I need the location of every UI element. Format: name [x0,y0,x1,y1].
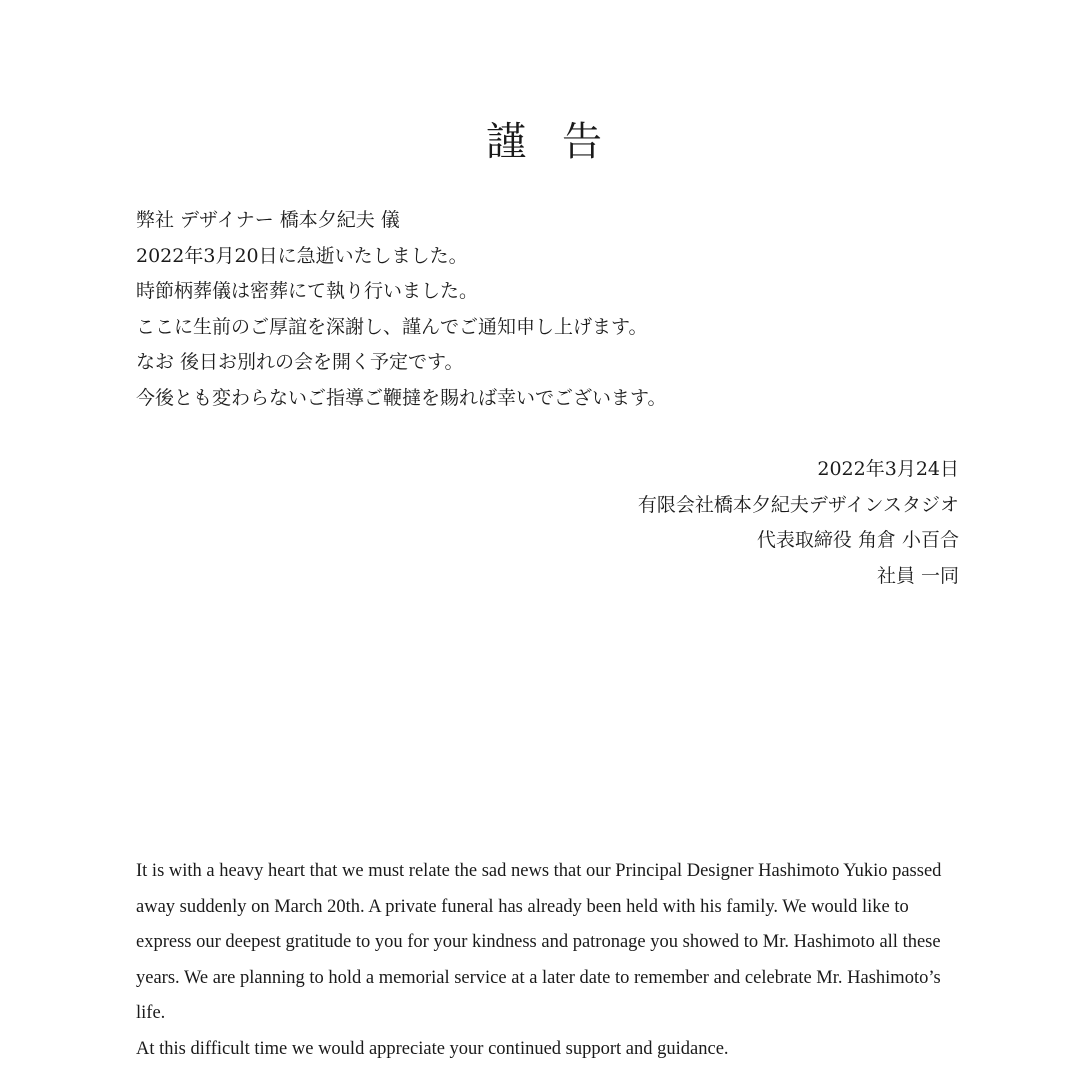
japanese-notice [136,203,956,416]
english-paragraph-2: At this difficult time we would appreciate your continued support and guidance. [136,1038,729,1059]
signature-date: 2022年3月24日 [817,458,959,480]
signature-company: 有限会社橋本夕紀夫デザインスタジオ [637,493,959,516]
english-notice [136,854,966,1067]
jp-line: 2022年3月20日に急逝いたしました。 [136,244,468,267]
english-paragraph-1: It is with a heavy heart that we must relate the sad news that our Principal Designer Hashimoto Yukio passed away suddenly on March 20th. A private funeral has already been held with his family. We would like to express our deepest gratitude to you for your kindness and patronage you showed to Mr. Hashimoto all these years. We are planning to hold a memorial service at a later date to remember and celebrate Mr. Hashimoto’s life. [136,861,942,1023]
title-char-1: 謹 [486,119,526,165]
signature-representative: 代表取締役 角倉 小百合 [756,529,959,551]
page-title [0,114,1088,170]
title-char-2: 告 [562,119,602,165]
jp-line: 時節柄葬儀は密葬にて執り行いました。 [136,280,479,302]
jp-line: なお 後日お別れの会を開く予定です。 [136,351,464,373]
jp-line: 弊社 デザイナー 橋本夕紀夫 儀 [136,209,400,231]
jp-line: ここに生前のご厚誼を深謝し、謹んでご通知申し上げます。 [136,315,648,338]
signature-staff: 社員 一同 [876,564,959,587]
signature-block [638,452,959,594]
jp-line: 今後とも変わらないご指導ご鞭撻を賜れば幸いでございます。 [136,386,667,409]
